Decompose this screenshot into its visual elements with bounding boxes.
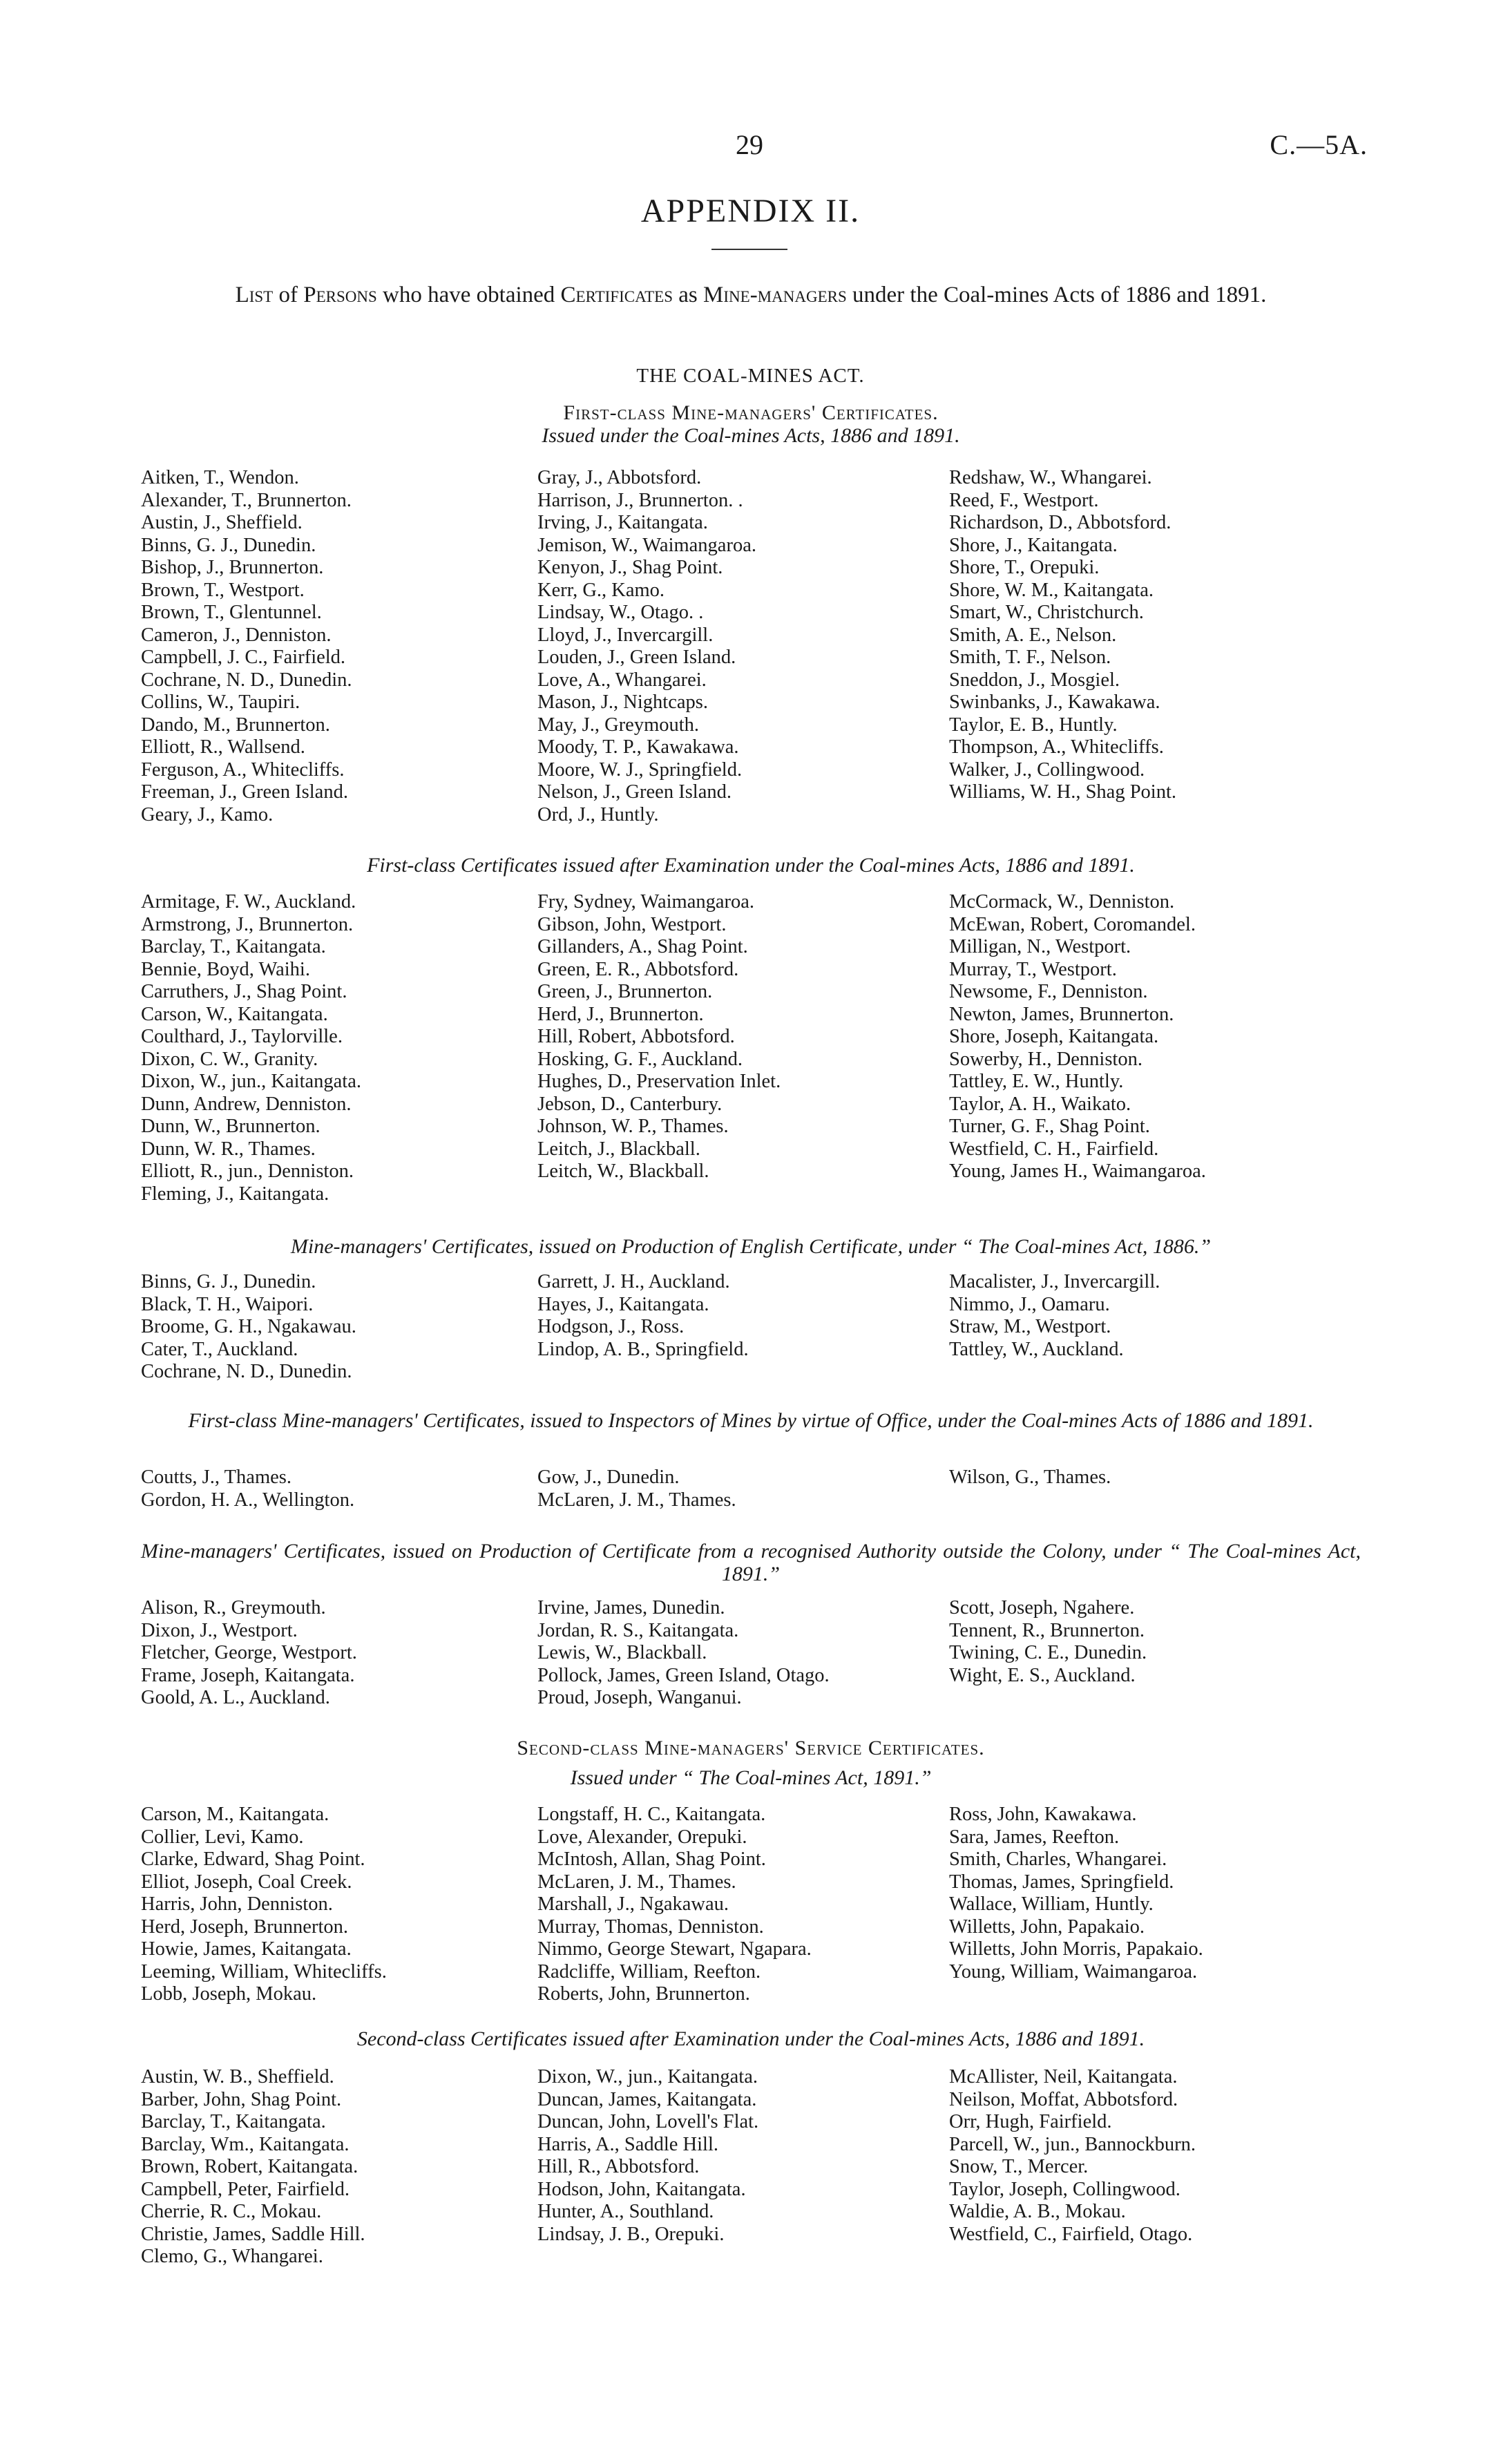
certificate-holder-entry: Smart, W., Christchurch.: [949, 602, 1144, 623]
certificate-holder-entry: Taylor, A. H., Waikato.: [949, 1093, 1131, 1115]
certificate-holder-entry: Tattley, E. W., Huntly.: [949, 1071, 1124, 1092]
certificate-holder-entry: Dixon, W., jun., Kaitangata.: [141, 1071, 361, 1092]
section-heading: [141, 854, 1361, 877]
certificate-holder-entry: Dunn, Andrew, Denniston.: [141, 1093, 352, 1115]
certificate-holder-entry: Green, E. R., Abbotsford.: [537, 958, 739, 980]
intro-text: of: [278, 283, 298, 307]
intro-text: under the Coal-mines Acts of 1886 and 1891.: [852, 283, 1267, 307]
page-number: 29: [736, 129, 763, 160]
certificate-holder-entry: Gillanders, A., Shag Point.: [537, 936, 748, 957]
name-column: [537, 1271, 749, 1361]
name-column: [537, 1597, 830, 1710]
certificate-holder-entry: McLaren, J. M., Thames.: [537, 1489, 736, 1511]
name-column: [949, 1804, 1203, 1983]
certificate-holder-entry: Lindsay, W., Otago. .: [537, 602, 704, 623]
certificate-holder-entry: Louden, J., Green Island.: [537, 647, 736, 668]
certificate-holder-entry: Harris, A., Saddle Hill.: [537, 2133, 719, 2155]
certificate-holder-entry: Redshaw, W., Whangarei.: [949, 467, 1152, 488]
certificate-holder-entry: Tattley, W., Auckland.: [949, 1338, 1124, 1360]
certificate-holder-entry: Hughes, D., Preservation Inlet.: [537, 1071, 781, 1092]
certificate-holder-entry: Hodson, John, Kaitangata.: [537, 2178, 746, 2200]
certificate-holder-entry: Austin, J., Sheffield.: [141, 512, 303, 533]
certificate-holder-entry: McCormack, W., Denniston.: [949, 891, 1175, 913]
intro-text: who have obtained: [383, 283, 555, 307]
certificate-holder-entry: Milligan, N., Westport.: [949, 936, 1131, 957]
certificate-holder-entry: Green, J., Brunnerton.: [537, 981, 713, 1002]
section-heading-italic: Mine-managers' Certificates, issued on Production of Certificate from a recognised Authority outside the Colony, under “ The Coal-mines Act, 1891.”: [141, 1540, 1361, 1585]
certificate-holder-entry: Young, William, Waimangaroa.: [949, 1960, 1198, 1983]
certificate-holder-entry: Collins, W., Taupiri.: [141, 691, 300, 713]
certificate-holder-entry: Macalister, J., Invercargill.: [949, 1271, 1160, 1292]
certificate-holder-entry: Gordon, H. A., Wellington.: [141, 1489, 355, 1511]
certificate-holder-entry: Love, A., Whangarei.: [537, 669, 707, 691]
certificate-holder-entry: Geary, J., Kamo.: [141, 803, 274, 825]
certificate-holder-entry: Collier, Levi, Kamo.: [141, 1826, 304, 1848]
certificate-holder-entry: Thomas, James, Springfield.: [949, 1871, 1174, 1893]
name-column: [949, 1597, 1147, 1687]
certificate-holder-entry: Broome, G. H., Ngakawau.: [141, 1316, 356, 1337]
certificate-holder-entry: Roberts, John, Brunnerton.: [537, 1983, 750, 2005]
name-column: [141, 1597, 357, 1710]
certificate-holder-entry: Duncan, John, Lovell's Flat.: [537, 2111, 759, 2132]
certificate-holder-entry: Twining, C. E., Dunedin.: [949, 1642, 1147, 1663]
certificate-holder-entry: Smith, A. E., Nelson.: [949, 624, 1117, 646]
certificate-holder-entry: Shore, Joseph, Kaitangata.: [949, 1026, 1159, 1047]
certificate-holder-entry: Willetts, John Morris, Papakaio.: [949, 1938, 1203, 1960]
certificate-holder-entry: Binns, G. J., Dunedin.: [141, 534, 316, 556]
certificate-holder-entry: Swinbanks, J., Kawakawa.: [949, 691, 1160, 713]
certificate-holder-entry: Freeman, J., Green Island.: [141, 781, 348, 803]
certificate-holder-entry: Jebson, D., Canterbury.: [537, 1093, 723, 1115]
certificate-holder-entry: Cater, T., Auckland.: [141, 1338, 298, 1360]
certificate-holder-entry: Kerr, G., Kamo.: [537, 579, 665, 601]
certificate-holder-entry: Mason, J., Nightcaps.: [537, 691, 708, 713]
certificate-holder-entry: Campbell, J. C., Fairfield.: [141, 647, 346, 668]
certificate-holder-entry: Lewis, W., Blackball.: [537, 1642, 707, 1663]
certificate-holder-entry: Harris, John, Denniston.: [141, 1893, 333, 1915]
certificate-holder-entry: Young, James H., Waimangaroa.: [949, 1161, 1206, 1182]
name-column: [537, 1804, 812, 2006]
certificate-holder-entry: Sneddon, J., Mosgiel.: [949, 669, 1120, 691]
certificate-holder-entry: Williams, W. H., Shag Point.: [949, 781, 1177, 803]
certificate-holder-entry: Howie, James, Kaitangata.: [141, 1938, 352, 1960]
certificate-holder-entry: Johnson, W. P., Thames.: [537, 1116, 729, 1137]
section-heading: [141, 1540, 1361, 1585]
certificate-holder-entry: Leitch, J., Blackball.: [537, 1138, 700, 1160]
certificate-holder-entry: Shore, J., Kaitangata.: [949, 534, 1118, 556]
certificate-holder-entry: Coutts, J., Thames.: [141, 1467, 291, 1488]
certificate-holder-entry: Dando, M., Brunnerton.: [141, 714, 330, 736]
certificate-holder-entry: Murray, T., Westport.: [949, 958, 1117, 980]
certificate-holder-entry: Hodgson, J., Ross.: [537, 1316, 685, 1337]
name-column: [537, 891, 781, 1183]
certificate-holder-entry: Love, Alexander, Orepuki.: [537, 1826, 747, 1848]
intro-text: as: [678, 283, 698, 307]
certificate-holder-entry: Carson, M., Kaitangata.: [141, 1804, 329, 1825]
certificate-holder-entry: McEwan, Robert, Coromandel.: [949, 913, 1196, 935]
section-heading-small-caps: Second-class Mine-managers' Service Certificates.: [517, 1737, 985, 1759]
certificate-holder-entry: Shore, T., Orepuki.: [949, 557, 1100, 578]
certificate-holder-entry: Hunter, A., Southland.: [537, 2201, 714, 2222]
certificate-holder-entry: Barclay, Wm., Kaitangata.: [141, 2133, 350, 2155]
certificate-holder-entry: Reed, F., Westport.: [949, 489, 1099, 511]
certificate-holder-entry: Gow, J., Dunedin.: [537, 1467, 680, 1488]
certificate-holder-entry: Tennent, R., Brunnerton.: [949, 1619, 1145, 1641]
name-column: [141, 1804, 387, 2006]
certificate-holder-entry: Turner, G. F., Shag Point.: [949, 1116, 1150, 1137]
certificate-holder-entry: Elliot, Joseph, Coal Creek.: [141, 1871, 352, 1893]
document-reference: C.—5A.: [1270, 129, 1368, 160]
certificate-holder-entry: Westfield, C., Fairfield, Otago.: [949, 2223, 1193, 2245]
certificate-holder-entry: Moody, T. P., Kawakawa.: [537, 736, 739, 758]
certificate-holder-entry: Brown, Robert, Kaitangata.: [141, 2156, 358, 2177]
certificate-holder-entry: Herd, J., Brunnerton.: [537, 1003, 704, 1025]
certificate-holder-entry: Brown, T., Westport.: [141, 579, 305, 601]
certificate-holder-entry: Irvine, James, Dunedin.: [537, 1597, 725, 1618]
certificate-holder-entry: Dixon, W., jun., Kaitangata.: [537, 2066, 758, 2088]
certificate-holder-entry: Cochrane, N. D., Dunedin.: [141, 1361, 352, 1382]
certificate-holder-entry: Coulthard, J., Taylorville.: [141, 1026, 343, 1047]
certificate-holder-entry: Black, T. H., Waipori.: [141, 1293, 314, 1315]
intro-paragraph: [141, 282, 1361, 308]
certificate-holder-entry: Taylor, E. B., Huntly.: [949, 714, 1118, 736]
certificate-holder-entry: Kenyon, J., Shag Point.: [537, 557, 723, 578]
certificate-holder-entry: Willetts, John, Papakaio.: [949, 1916, 1145, 1938]
certificate-holder-entry: Sara, James, Reefton.: [949, 1826, 1120, 1848]
certificate-holder-entry: Wallace, William, Huntly.: [949, 1893, 1154, 1915]
certificate-holder-entry: Marshall, J., Ngakawau.: [537, 1893, 729, 1915]
certificate-holder-entry: Orr, Hugh, Fairfield.: [949, 2111, 1112, 2132]
certificate-holder-entry: Cherrie, R. C., Mokau.: [141, 2201, 322, 2222]
certificate-holder-entry: Smith, Charles, Whangarei.: [949, 1849, 1167, 1870]
certificate-holder-entry: Leitch, W., Blackball.: [537, 1161, 709, 1182]
certificate-holder-entry: Sowerby, H., Denniston.: [949, 1048, 1143, 1070]
certificate-holder-entry: Lobb, Joseph, Mokau.: [141, 1983, 317, 2005]
certificate-holder-entry: Binns, G. J., Dunedin.: [141, 1271, 316, 1292]
certificate-holder-entry: Herd, Joseph, Brunnerton.: [141, 1916, 348, 1938]
certificate-holder-entry: Walker, J., Collingwood.: [949, 758, 1145, 781]
certificate-holder-entry: Hill, R., Abbotsford.: [537, 2156, 700, 2177]
certificate-holder-entry: Clemo, G., Whangarei.: [141, 2246, 323, 2267]
name-column: [949, 1467, 1111, 1489]
certificate-holder-entry: Straw, M., Westport.: [949, 1316, 1111, 1337]
certificate-holder-entry: Lindsay, J. B., Orepuki.: [537, 2223, 725, 2245]
certificate-holder-entry: Aitken, T., Wendon.: [141, 467, 299, 488]
certificate-holder-entry: Hosking, G. F., Auckland.: [537, 1048, 743, 1070]
certificate-holder-entry: Newsome, F., Denniston.: [949, 981, 1148, 1002]
certificate-holder-entry: Garrett, J. H., Auckland.: [537, 1271, 730, 1292]
certificate-holder-entry: Dunn, W., Brunnerton.: [141, 1116, 321, 1137]
certificate-holder-entry: Thompson, A., Whitecliffs.: [949, 736, 1164, 758]
certificate-holder-entry: Westfield, C. H., Fairfield.: [949, 1138, 1159, 1160]
certificate-holder-entry: Nelson, J., Green Island.: [537, 781, 732, 803]
certificate-holder-entry: Ross, John, Kawakawa.: [949, 1804, 1137, 1825]
intro-text: Mine-managers: [703, 283, 847, 307]
certificate-holder-entry: Jordan, R. S., Kaitangata.: [537, 1619, 739, 1641]
certificate-holder-entry: Fry, Sydney, Waimangaroa.: [537, 891, 755, 913]
certificate-holder-entry: Newton, James, Brunnerton.: [949, 1003, 1174, 1025]
certificate-holder-entry: Proud, Joseph, Wanganui.: [537, 1687, 742, 1708]
certificate-holder-entry: Smith, T. F., Nelson.: [949, 647, 1111, 668]
certificate-holder-entry: McIntosh, Allan, Shag Point.: [537, 1849, 766, 1870]
certificate-holder-entry: Clarke, Edward, Shag Point.: [141, 1849, 365, 1870]
certificate-holder-entry: Elliott, R., Wallsend.: [141, 736, 305, 758]
name-column: [949, 891, 1206, 1183]
certificate-holder-entry: Goold, A. L., Auckland.: [141, 1687, 330, 1708]
certificate-holder-entry: Bishop, J., Brunnerton.: [141, 557, 324, 578]
certificate-holder-entry: Dunn, W. R., Thames.: [141, 1138, 316, 1160]
section-heading-italic: Issued under “ The Coal-mines Act, 1891.”: [570, 1766, 932, 1789]
certificate-holder-entry: Hill, Robert, Abbotsford.: [537, 1026, 735, 1047]
certificate-holder-entry: McAllister, Neil, Kaitangata.: [949, 2066, 1178, 2088]
certificate-holder-entry: Jemison, W., Waimangaroa.: [537, 534, 756, 556]
certificate-holder-entry: Murray, Thomas, Denniston.: [537, 1916, 764, 1938]
certificate-holder-entry: Christie, James, Saddle Hill.: [141, 2223, 365, 2245]
certificate-holder-entry: Alexander, T., Brunnerton.: [141, 489, 352, 511]
name-column: [537, 467, 756, 826]
certificate-holder-entry: Bennie, Boyd, Waihi.: [141, 958, 310, 980]
certificate-holder-entry: Frame, Joseph, Kaitangata.: [141, 1664, 355, 1686]
name-column: [537, 2066, 758, 2246]
certificate-holder-entry: Campbell, Peter, Fairfield.: [141, 2178, 350, 2200]
name-column: [537, 1467, 736, 1511]
section-heading-italic: Mine-managers' Certificates, issued on Production of English Certificate, under “ The Coal-mines Act, 1886.”: [290, 1235, 1212, 1258]
certificate-holder-entry: Barber, John, Shag Point.: [141, 2088, 342, 2110]
certificate-holder-entry: Carson, W., Kaitangata.: [141, 1003, 328, 1025]
act-title: THE COAL-MINES ACT.: [636, 365, 865, 387]
certificate-holder-entry: Cochrane, N. D., Dunedin.: [141, 669, 352, 691]
certificate-holder-entry: Waldie, A. B., Mokau.: [949, 2201, 1126, 2222]
certificate-holder-entry: Ferguson, A., Whitecliffs.: [141, 758, 345, 781]
intro-text: Persons: [303, 283, 377, 307]
section-heading: [141, 1409, 1361, 1432]
certificate-holder-entry: Taylor, Joseph, Collingwood.: [949, 2178, 1180, 2200]
certificate-holder-entry: Moore, W. J., Springfield.: [537, 758, 743, 781]
certificate-holder-entry: Hayes, J., Kaitangata.: [537, 1293, 709, 1315]
section-heading-italic: Second-class Certificates issued after Examination under the Coal-mines Acts, 1886 and 1891.: [356, 2027, 1145, 2050]
certificate-holder-entry: May, J., Greymouth.: [537, 714, 700, 736]
certificate-holder-entry: Duncan, James, Kaitangata.: [537, 2088, 757, 2110]
intro-text: Certificates: [560, 283, 673, 307]
section-heading-small-caps: First-class Mine-managers' Certificates.: [563, 401, 939, 424]
certificate-holder-entry: Armitage, F. W., Auckland.: [141, 891, 356, 913]
name-column: [949, 467, 1176, 804]
certificate-holder-entry: Lindop, A. B., Springfield.: [537, 1338, 749, 1360]
name-column: [141, 1467, 354, 1511]
certificate-holder-entry: Scott, Joseph, Ngahere.: [949, 1597, 1135, 1618]
name-column: [141, 2066, 365, 2269]
certificate-holder-entry: Gray, J., Abbotsford.: [537, 467, 702, 488]
certificate-holder-entry: Harrison, J., Brunnerton. .: [537, 489, 743, 511]
certificate-holder-entry: Longstaff, H. C., Kaitangata.: [537, 1804, 766, 1825]
certificate-holder-entry: Brown, T., Glentunnel.: [141, 602, 322, 623]
certificate-holder-entry: Nimmo, George Stewart, Ngapara.: [537, 1938, 812, 1960]
name-column: [949, 1271, 1160, 1361]
certificate-holder-entry: Armstrong, J., Brunnerton.: [141, 913, 354, 935]
certificate-holder-entry: Barclay, T., Kaitangata.: [141, 2111, 326, 2132]
certificate-holder-entry: Fleming, J., Kaitangata.: [141, 1183, 329, 1205]
section-heading: [141, 1737, 1361, 1789]
certificate-holder-entry: Radcliffe, William, Reefton.: [537, 1960, 761, 1983]
certificate-holder-entry: Dixon, C. W., Granity.: [141, 1048, 318, 1070]
certificate-holder-entry: Ord, J., Huntly.: [537, 803, 659, 825]
certificate-holder-entry: Gibson, John, Westport.: [537, 913, 727, 935]
certificate-holder-entry: Fletcher, George, Westport.: [141, 1642, 357, 1663]
section-heading-italic: First-class Mine-managers' Certificates, issued to Inspectors of Mines by virtue of Office, under the Coal-mines Acts of 1886 and 1891.: [188, 1409, 1314, 1432]
certificate-holder-entry: Shore, W. M., Kaitangata.: [949, 579, 1154, 601]
section-heading-italic: Issued under the Coal-mines Acts, 1886 and 1891.: [542, 424, 960, 447]
certificate-holder-entry: Wilson, G., Thames.: [949, 1467, 1111, 1488]
certificate-holder-entry: Elliott, R., jun., Denniston.: [141, 1161, 354, 1182]
section-heading-italic: First-class Certificates issued after Examination under the Coal-mines Acts, 1886 and 1891.: [367, 854, 1135, 877]
certificate-holder-entry: Pollock, James, Green Island, Otago.: [537, 1664, 830, 1686]
certificate-holder-entry: Leeming, William, Whitecliffs.: [141, 1960, 387, 1983]
certificate-holder-entry: Cameron, J., Denniston.: [141, 624, 332, 646]
name-column: [141, 891, 361, 1205]
section-heading: [141, 401, 1361, 447]
certificate-holder-entry: Neilson, Moffat, Abbotsford.: [949, 2088, 1178, 2110]
title-divider: [711, 249, 787, 250]
intro-text: List: [235, 283, 274, 307]
certificate-holder-entry: Barclay, T., Kaitangata.: [141, 936, 326, 957]
certificate-holder-entry: Snow, T., Mercer.: [949, 2156, 1089, 2177]
certificate-holder-entry: Austin, W. B., Sheffield.: [141, 2066, 334, 2088]
name-column: [141, 467, 352, 826]
certificate-holder-entry: Dixon, J., Westport.: [141, 1619, 298, 1641]
certificate-holder-entry: Alison, R., Greymouth.: [141, 1597, 326, 1618]
name-column: [949, 2066, 1196, 2246]
certificate-holder-entry: McLaren, J. M., Thames.: [537, 1871, 736, 1893]
certificate-holder-entry: Richardson, D., Abbotsford.: [949, 512, 1172, 533]
section-heading: [141, 1235, 1361, 1258]
name-column: [141, 1271, 356, 1384]
certificate-holder-entry: Irving, J., Kaitangata.: [537, 512, 708, 533]
certificate-holder-entry: Parcell, W., jun., Bannockburn.: [949, 2133, 1196, 2155]
section-heading: [141, 2027, 1361, 2050]
page-title: APPENDIX II.: [640, 193, 861, 229]
certificate-holder-entry: Lloyd, J., Invercargill.: [537, 624, 714, 646]
certificate-holder-entry: Nimmo, J., Oamaru.: [949, 1293, 1110, 1315]
certificate-holder-entry: Wight, E. S., Auckland.: [949, 1664, 1136, 1686]
certificate-holder-entry: Carruthers, J., Shag Point.: [141, 981, 347, 1002]
